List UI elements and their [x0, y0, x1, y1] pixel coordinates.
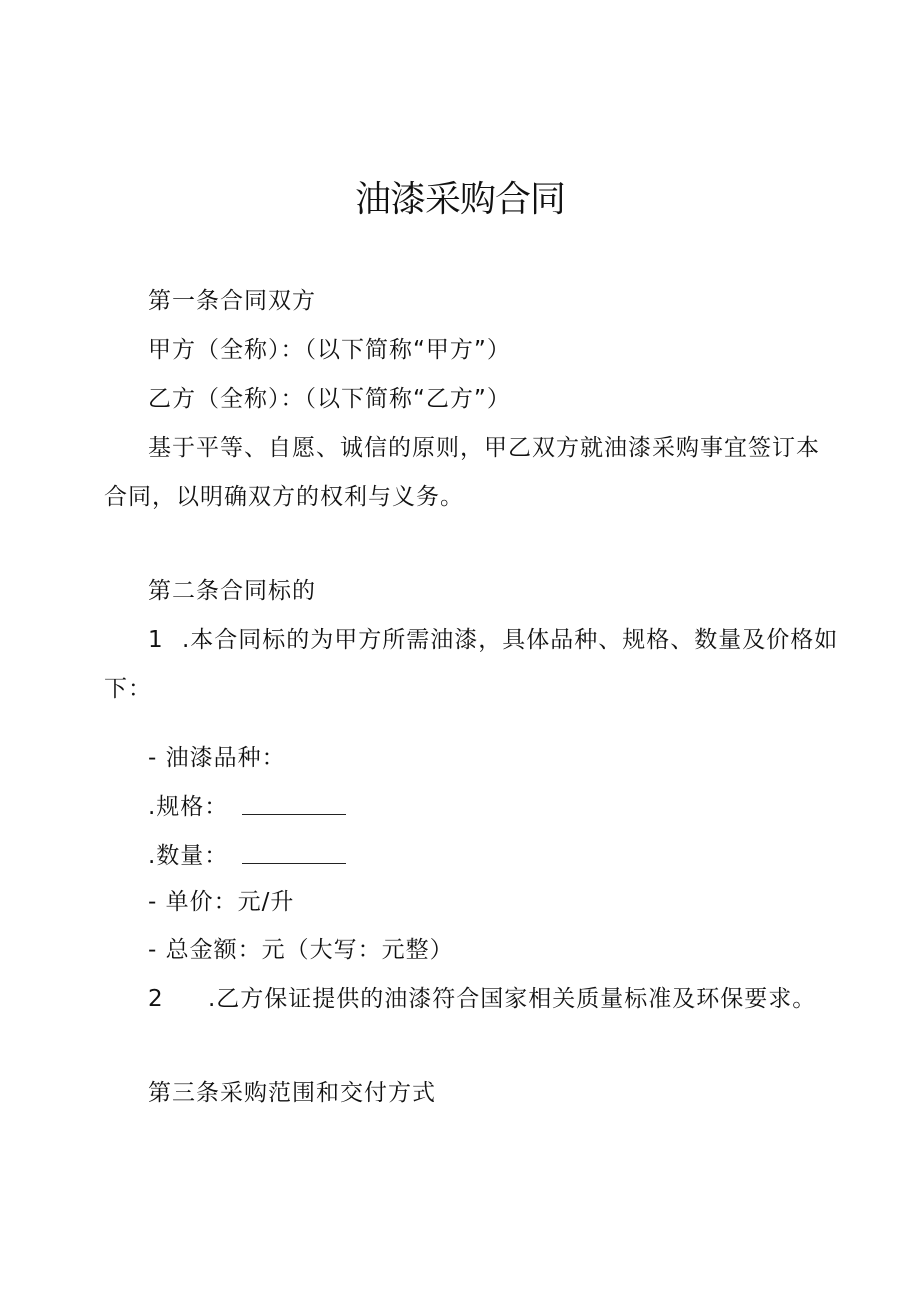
section-1-heading: 第一条合同双方: [148, 288, 316, 314]
quantity-label: .数量：: [148, 843, 229, 869]
item-2-number: 2: [148, 986, 164, 1012]
quantity-blank-field[interactable]: [242, 862, 346, 864]
spec-line: [148, 792, 346, 822]
document-title: 油漆采购合同: [354, 179, 565, 220]
paint-type-line: - 油漆品种：: [148, 745, 286, 771]
total-amount-line: - 总金额：元（大写：元整）: [148, 937, 454, 963]
intro-paragraph-line-1: 基于平等、自愿、诚信的原则，甲乙双方就油漆采购事宜签订本: [148, 435, 820, 461]
item-1-line-1: [148, 625, 838, 655]
spec-label: .规格：: [148, 794, 229, 820]
party-b-line: 乙方（全称）：（以下简称“乙方”）: [148, 386, 511, 412]
item-1-line-2: 下：: [104, 676, 152, 702]
item-1-number: 1: [148, 627, 164, 653]
section-3-heading: 第三条采购范围和交付方式: [148, 1080, 436, 1106]
party-a-line: 甲方（全称）：（以下简称“甲方”）: [148, 337, 511, 363]
section-2-heading: 第二条合同标的: [148, 578, 316, 604]
item-1-text: .本合同标的为甲方所需油漆，具体品种、规格、数量及价格如: [181, 627, 839, 653]
intro-paragraph-line-2: 合同，以明确双方的权利与义务。: [104, 484, 464, 510]
quantity-line: [148, 841, 346, 871]
unit-price-line: - 单价：元/升: [148, 889, 295, 915]
item-2-text: .乙方保证提供的油漆符合国家相关质量标准及环保要求。: [207, 986, 817, 1012]
item-2-line: [148, 984, 816, 1014]
spec-blank-field[interactable]: [242, 813, 346, 815]
